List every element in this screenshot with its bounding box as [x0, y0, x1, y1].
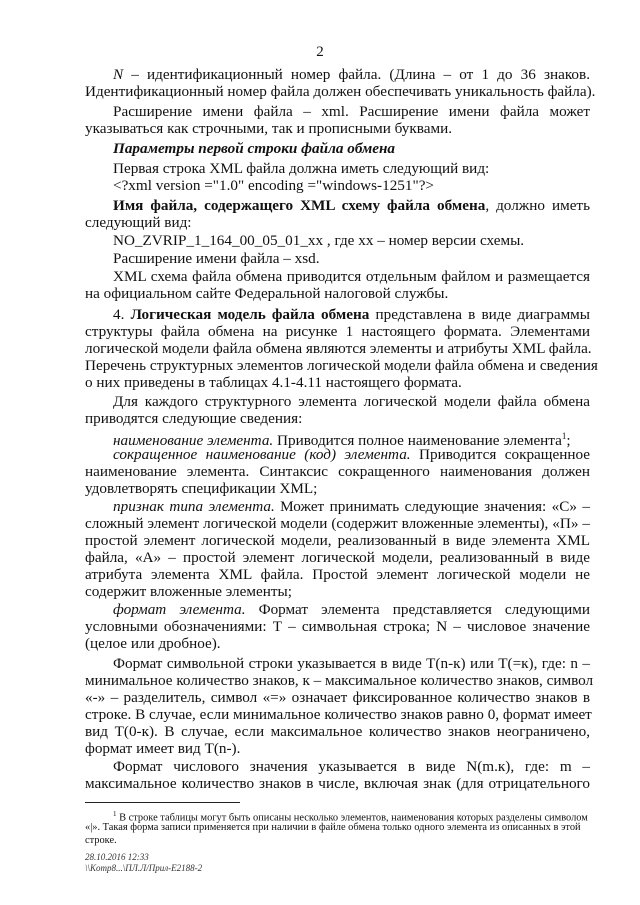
text-line: Перечень структурных элементов логической модели файла обмена и сведения: [85, 357, 598, 374]
text-line: структуры файла обмена на рисунке 1 настоящего формата. Элементами: [85, 323, 590, 340]
text-line: Формат числового значения указывается в виде N(m.к), где: m –: [113, 758, 590, 775]
text-line: максимальное количество знаков в числе, включая знак (для отрицательного: [85, 775, 590, 792]
text-line: приводятся следующие сведения:: [85, 410, 303, 427]
text-line: удовлетворять спецификации XML;: [85, 480, 318, 497]
text-line: Идентификационный номер файла должен обеспечивать уникальность файла).: [85, 83, 596, 100]
text-line: NO_ZVRIP_1_164_00_05_01_xx , где хх – номер версии схемы.: [113, 232, 525, 249]
text-line: Расширение имени файла – xml. Расширение имени файла может: [113, 103, 590, 120]
text-line: Расширение имени файла – xsd.: [113, 250, 320, 267]
text-line: (целое или дробное).: [85, 635, 221, 652]
page-number: 2: [316, 44, 324, 60]
text-line: минимальное количество знаков, к – максимальное количество знаков, символ: [85, 672, 594, 689]
footnote-line: строке.: [85, 835, 117, 846]
text-line: Для каждого структурного элемента логической модели файла обмена: [113, 393, 590, 410]
text-line: признак типа элемента. Может принимать следующие значения: «С» –: [113, 498, 590, 515]
text-line: файла, «А» – простой элемент логической модели, реализованный в виде: [85, 549, 590, 566]
text-line: наименование элемента. Приводится полное наименование элемента$^1$;: [113, 431, 571, 450]
text-line: простой элемент логической модели, реализованный в виде элемента XML: [85, 532, 590, 549]
text-line: сложный элемент логической модели (содержит вложенные элементы), «П» –: [85, 515, 590, 532]
text-line: Имя файла, содержащего XML схему файла обмена, должно иметь: [113, 197, 591, 214]
footnote-divider: [85, 802, 240, 803]
text-line: формат элемента. Формат элемента представляется следующими: [113, 601, 590, 618]
text-line: атрибута элемента XML файла. Простой элемент логической модели не: [85, 566, 590, 583]
footnote-line: $^1$ В строке таблицы могут быть описаны несколько элементов, наименования которых разделены символом: [113, 810, 588, 824]
footnote-line: «|». Такая форма записи применяется при наличии в файле обмена только одного элемента из описанных в этой: [85, 822, 581, 833]
text-line: формат имеет вид Т(n-).: [85, 740, 241, 757]
text-line: XML схема файла обмена приводится отдельным файлом и размещается: [113, 268, 590, 285]
text-line: указываться как строчными, так и прописными буквами.: [85, 120, 453, 137]
text-line: N – идентификационный номер файла. (Длина – от 1 до 36 знаков.: [113, 66, 590, 83]
code-line: <?xml version ="1.0" encoding ="windows-1251"?>: [113, 177, 434, 194]
print-stamp-path: \\Komp8...\ПЛ.Л/Прил-Е2188-2: [85, 863, 203, 873]
footnote-ref: 1: [561, 431, 567, 441]
text-line: 4. Логическая модель файла обмена представлена в виде диаграммы: [113, 306, 590, 323]
text-line: наименование элемента. Синтаксис сокращенного наименования должен: [85, 463, 590, 480]
text-line: строке. В случае, если минимальное количество знаков равно 0, формат имеет: [85, 706, 592, 723]
section-heading: Параметры первой строки файла обмена: [113, 140, 396, 157]
text-line: логической модели файла обмена являются элементы и атрибуты XML файла.: [85, 340, 592, 357]
text-line: следующий вид:: [85, 214, 192, 231]
footnote-mark: 1: [113, 810, 117, 818]
text-line: о них приведены в таблицах 4.1-4.11 настоящего формата.: [85, 374, 462, 391]
text-line: на официальном сайте Федеральной налоговой службы.: [85, 285, 449, 302]
text-line: Первая строка XML файла должна иметь следующий вид:: [113, 160, 490, 177]
text-line: условными обозначениями: Т – символьная строка; N – числовое значение: [85, 618, 590, 635]
text-line: Формат символьной строки указывается в виде Т(n-к) или Т(=к), где: n –: [113, 655, 590, 672]
print-stamp-date: 28.10.2016 12:33: [85, 852, 149, 862]
text-line: содержит вложенные элементы;: [85, 583, 292, 600]
text-line: сокращенное наименование (код) элемента. Приводится сокращенное: [113, 446, 590, 463]
text-line: «-» – разделитель, символ «=» означает фиксированное количество знаков в: [85, 689, 590, 706]
text-line: вид Т(0-к). В случае, если максимальное количество знаков неограничено,: [85, 723, 590, 740]
